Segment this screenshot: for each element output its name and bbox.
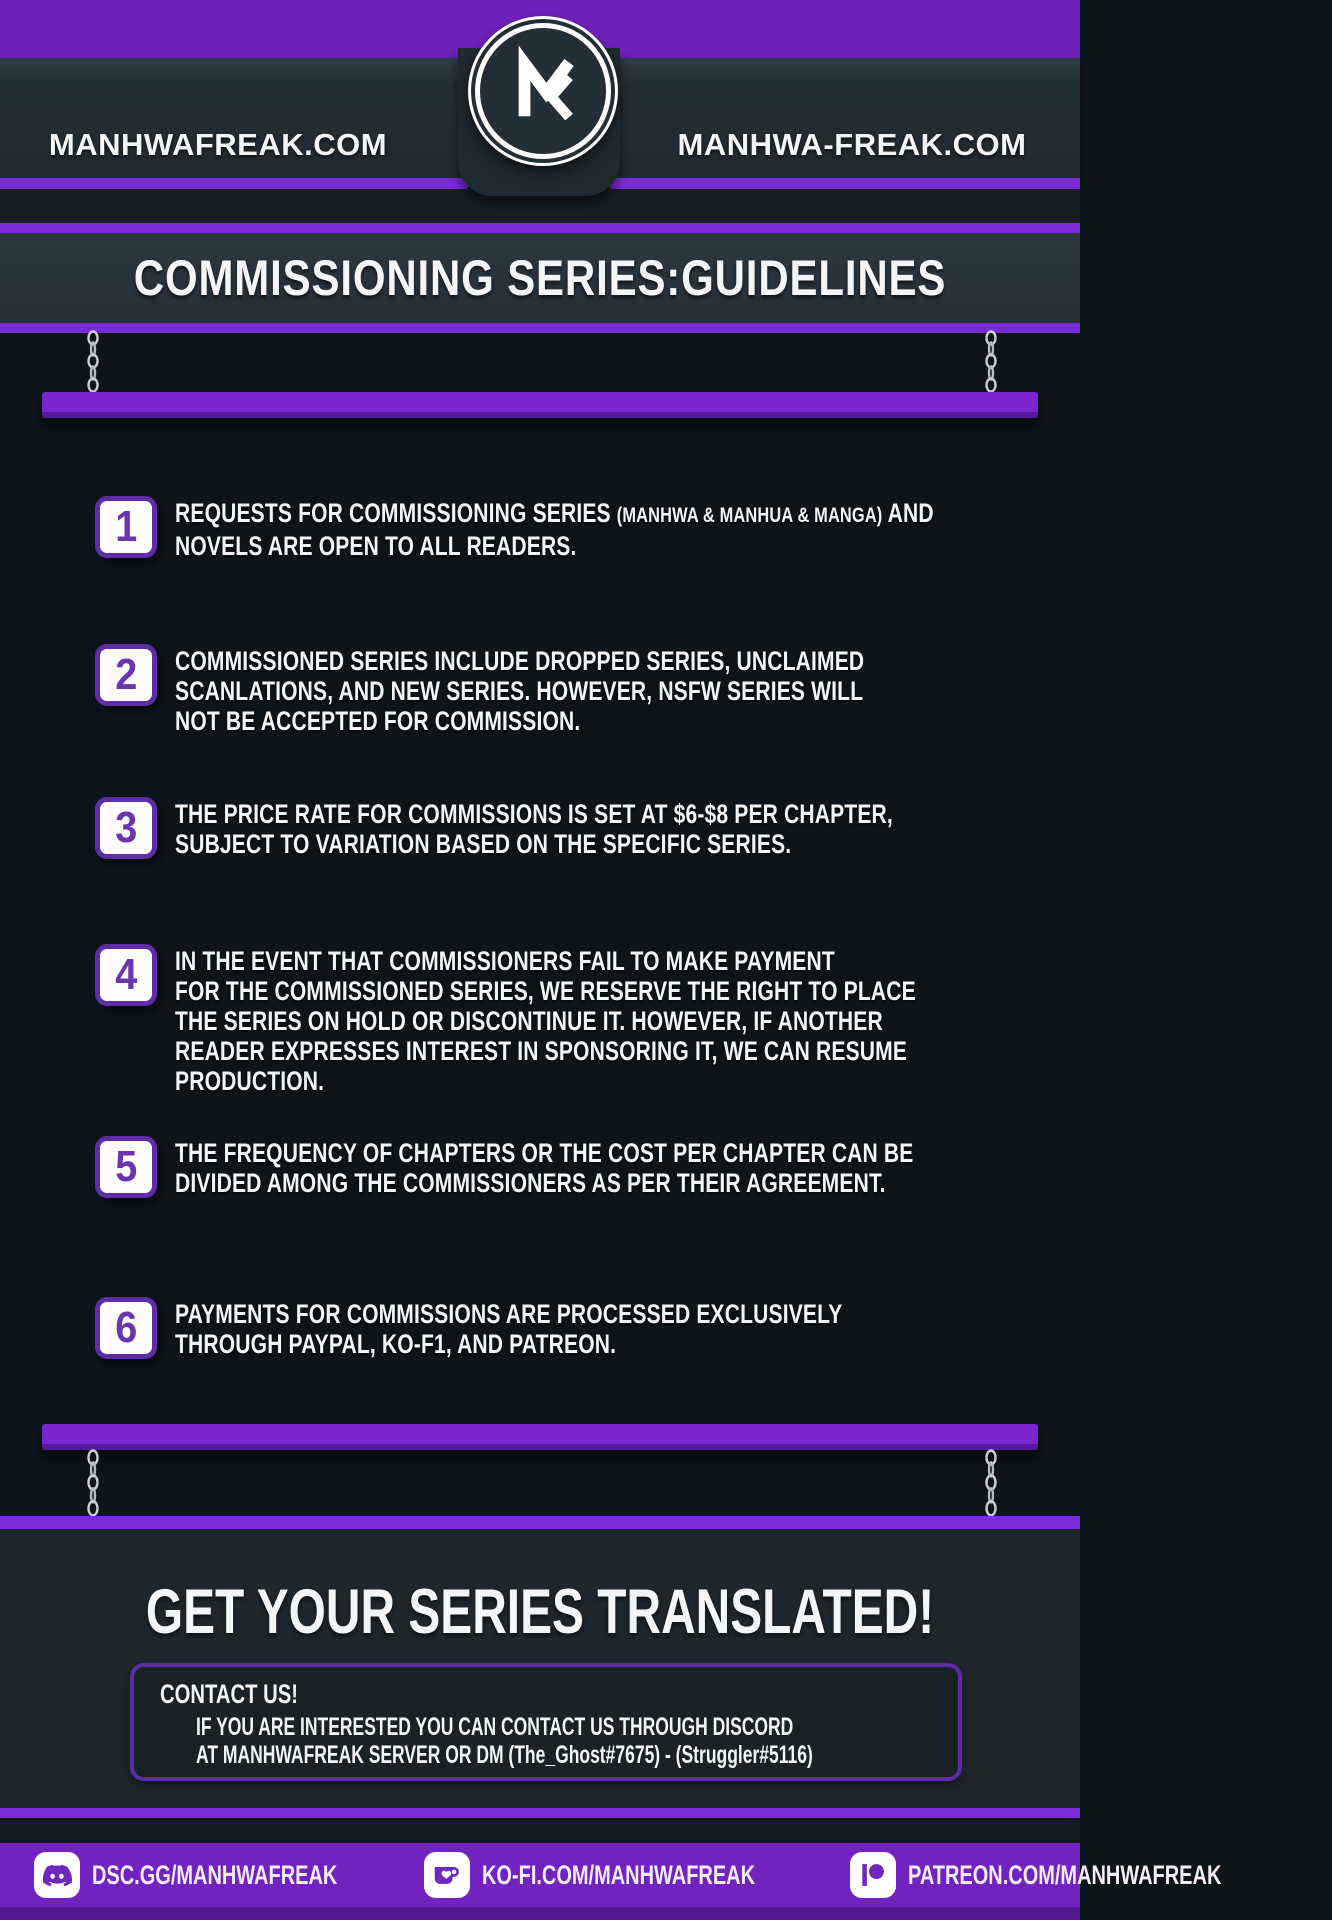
rule-item-2 <box>95 644 1050 736</box>
rule-number-badge <box>95 1297 157 1359</box>
discord-icon <box>34 1852 80 1898</box>
header-stripe-right <box>608 178 1080 189</box>
mf-monogram-logo-icon <box>475 23 611 159</box>
footer-link-kofi[interactable] <box>424 1852 851 1898</box>
rule-item-1 <box>95 496 1050 561</box>
footer-link-label: PATREON.COM/MANHWAFREAK <box>908 1859 1222 1890</box>
rule-number: 5 <box>114 1142 138 1191</box>
rule-text-segment: AND NOVELS ARE OPEN TO ALL READERS. <box>175 498 934 561</box>
chain-bottom-left <box>86 1450 100 1517</box>
rule-number: 1 <box>114 502 138 551</box>
site-domain-left: MANHWAFREAK.COM <box>48 127 388 162</box>
rule-item-6 <box>95 1297 1050 1359</box>
header-stripe-left <box>0 178 470 189</box>
rule-number: 3 <box>114 803 138 852</box>
kofi-icon <box>424 1852 470 1898</box>
footer-link-patreon[interactable] <box>850 1852 1331 1898</box>
footer-dark-band <box>0 1818 1080 1843</box>
rule-number-badge <box>95 644 157 706</box>
footer-bar <box>0 1843 1222 1907</box>
rule-item-4 <box>95 944 1050 1096</box>
rule-number-badge <box>95 797 157 859</box>
rule-text: IN THE EVENT THAT COMMISSIONERS FAIL TO MAKE PAYMENT FOR THE COMMISSIONED SERIES, WE RESERVE THE RIGHT TO PLACE THE SERIES ON HOLD OR DISCONTINUE IT. HOWEVER, IF ANOTHER READER EXPRESSES INTEREST IN SPONSORING IT, WE CAN RESUME PRODUCTION. <box>175 946 916 1096</box>
bottom-purple-strip <box>0 1907 1080 1920</box>
site-logo <box>468 16 618 166</box>
hanging-bar-top <box>42 392 1038 418</box>
chain-top-right <box>984 331 998 393</box>
footer-link-label: KO-FI.COM/MANHWAFREAK <box>481 1859 755 1890</box>
rule-number-badge <box>95 496 157 558</box>
mf-monogram-glyph <box>501 49 585 133</box>
rule-item-3 <box>95 797 1050 859</box>
rule-text-segment: REQUESTS FOR COMMISSIONING SERIES <box>175 498 617 528</box>
rule-text: PAYMENTS FOR COMMISSIONS ARE PROCESSED EXCLUSIVELY THROUGH PAYPAL, KO-F1, AND PATREON. <box>175 1299 843 1359</box>
rule-text-small-segment: (MANHWA & MANHUA & MANGA) <box>616 504 883 527</box>
patreon-icon <box>850 1852 896 1898</box>
rule-number: 4 <box>114 950 138 999</box>
chain-top-left <box>86 331 100 393</box>
rule-item-5 <box>95 1136 1050 1198</box>
rule-text: THE PRICE RATE FOR COMMISSIONS IS SET AT $6-$8 PER CHAPTER, SUBJECT TO VARIATION BASED ON THE SPECIFIC SERIES. <box>175 799 893 859</box>
page-title: COMMISSIONING SERIES:GUIDELINES <box>133 250 947 306</box>
hanging-bar-bottom <box>42 1424 1038 1450</box>
rule-text <box>175 498 1111 561</box>
rule-number-badge <box>95 1136 157 1198</box>
cta-heading: GET YOUR SERIES TRANSLATED! <box>145 1577 935 1647</box>
footer-link-label: DSC.GG/MANHWAFREAK <box>92 1859 338 1890</box>
chain-bottom-right <box>984 1450 998 1517</box>
contact-box <box>130 1663 962 1781</box>
footer-stripe <box>0 1808 1080 1818</box>
footer-link-discord[interactable] <box>34 1852 424 1898</box>
title-stripe-bottom <box>0 323 1080 333</box>
divider-stripe-mid <box>0 1516 1080 1529</box>
contact-line-1: IF YOU ARE INTERESTED YOU CAN CONTACT US THROUGH DISCORD <box>196 1713 794 1741</box>
rule-number: 2 <box>114 650 138 699</box>
contact-title: CONTACT US! <box>160 1679 298 1709</box>
rule-text: COMMISSIONED SERIES INCLUDE DROPPED SERIES, UNCLAIMED SCANLATIONS, AND NEW SERIES. HOWEVER, NSFW SERIES WILL NOT BE ACCEPTED FOR COMMISSION. <box>175 646 865 736</box>
rule-text: THE FREQUENCY OF CHAPTERS OR THE COST PER CHAPTER CAN BE DIVIDED AMONG THE COMMISSIONERS AS PER THEIR AGREEMENT. <box>175 1138 914 1198</box>
site-domain-right: MANHWA-FREAK.COM <box>677 127 1027 162</box>
rule-number-badge <box>95 944 157 1006</box>
contact-line-2: AT MANHWAFREAK SERVER OR DM (The_Ghost#7675) - (Struggler#5116) <box>196 1741 813 1769</box>
rule-number: 6 <box>114 1303 138 1352</box>
title-stripe-top <box>0 223 1080 233</box>
